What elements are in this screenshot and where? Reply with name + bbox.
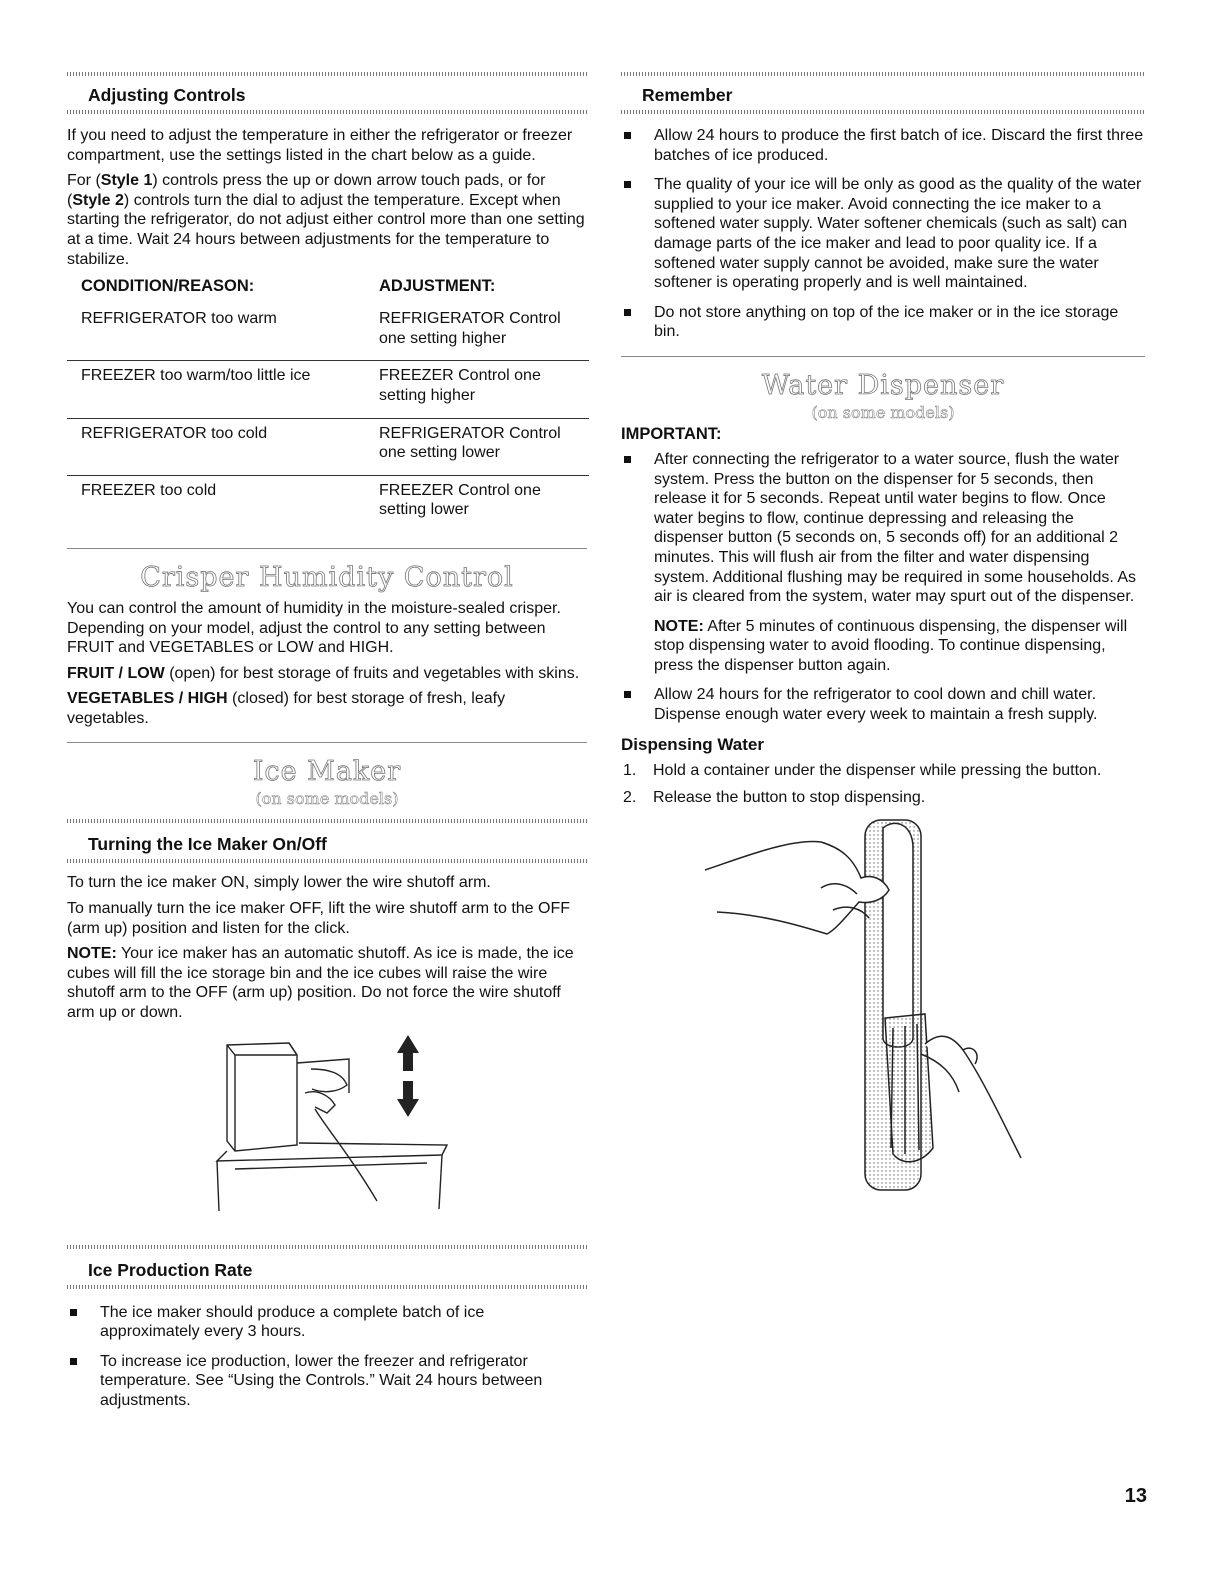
remember-list	[621, 126, 1145, 342]
ice-maker-drawing	[67, 1033, 587, 1231]
bullet-icon	[624, 132, 631, 139]
water-important-list	[621, 450, 1145, 725]
list-item: 2. Release the button to stop dispensing.	[623, 789, 926, 807]
divider	[621, 356, 1145, 357]
list-item: After connecting the refrigerator to a water source, flush the water system. Press the button on the dispenser for 5 seconds, then release it for 5 seconds. Repeat until water begins to flow. Once water begins to flow, continue depressing and releasing the dispenser button (5 seconds on, 5 seconds off) for an additional 2 minutes. This will flush air from the filter and water dispensing system. Additional flushing may be required in some households. As air is cleared from the system, water may spurt out of the dispenser. NOTE: After 5 minutes of continuous dispensing, the dispenser will stop dispensing water to avoid flooding. To continue dispensing, press the dispenser button again.	[621, 450, 1145, 676]
remember-heading: Remember	[642, 85, 733, 105]
up-down-arrows-icon	[397, 1035, 419, 1117]
table-row: FREEZER too cold FREEZER Control one setting lower	[81, 481, 541, 519]
divider	[67, 548, 587, 549]
right-column	[621, 72, 1145, 1208]
ice-production-rate-heading: Ice Production Rate	[88, 1259, 253, 1280]
crisper-fruit: FRUIT / LOW (open) for best storage of fruits and vegetables with skins.	[67, 664, 580, 682]
bullet-icon	[70, 1358, 77, 1365]
adjusting-controls-heading: Adjusting Controls	[88, 85, 246, 105]
ice-maker-subtitle: (on some models)	[255, 789, 399, 809]
water-dispenser-drawing	[621, 818, 1145, 1208]
water-note: NOTE: After 5 minutes of continuous dispensing, the dispenser will stop dispensing water to avoid flooding. To continue dispensing, press the dispenser button again.	[654, 617, 1128, 674]
ice-maker-illustration	[67, 1033, 587, 1231]
list-item: Do not store anything on top of the ice maker or in the ice storage bin.	[621, 303, 1145, 342]
important-label: IMPORTANT:	[621, 424, 722, 443]
adjustment-table	[67, 275, 589, 532]
ice-maker-onoff-heading: Turning the Ice Maker On/Off	[88, 834, 327, 855]
list-item: Allow 24 hours to produce the first batch of ice. Discard the first three batches of ice produced.	[621, 126, 1145, 165]
bullet-icon	[624, 181, 631, 188]
bullet-icon	[70, 1309, 77, 1316]
table-row: FREEZER too warm/too little ice FREEZER Control one setting higher	[67, 361, 589, 418]
dispensing-steps	[621, 761, 1145, 808]
list-item: 1. Hold a container under the dispenser while pressing the button.	[623, 761, 1102, 779]
water-dispenser-subtitle: (on some models)	[811, 402, 955, 422]
bullet-icon	[624, 309, 631, 316]
ice-maker-title: Ice Maker	[252, 756, 402, 788]
dispenser-illustration	[621, 818, 1145, 1208]
table-row: REFRIGERATOR too cold REFRIGERATOR Control one setting lower	[67, 418, 589, 475]
table-header-condition: CONDITION/REASON:	[81, 277, 255, 296]
list-item: The ice maker should produce a complete batch of ice approximately every 3 hours.	[67, 1303, 587, 1342]
ice-maker-note: NOTE: Your ice maker has an automatic shutoff. As ice is made, the ice cubes will fill the ice storage bin and the ice cubes will raise the wire shutoff arm to the OFF (arm up) position. Do not force the wire shutoff arm up or down.	[67, 945, 574, 1022]
list-item: Allow 24 hours for the refrigerator to cool down and chill water. Dispense enough water every week to maintain a fresh supply.	[621, 685, 1145, 724]
table-header-adjustment: ADJUSTMENT:	[379, 277, 496, 296]
ice-maker-off: To manually turn the ice maker OFF, lift the wire shutoff arm to the OFF (arm up) position and listen for the click.	[67, 900, 570, 937]
water-dispenser-title: Water Dispenser	[761, 369, 1005, 401]
table-row: REFRIGERATOR too warm REFRIGERATOR Control one setting higher	[67, 303, 589, 361]
page-number: 13	[1124, 1485, 1147, 1507]
crisper-title: Crisper Humidity Control	[140, 561, 514, 593]
ice-production-list	[67, 1303, 587, 1411]
crisper-intro: You can control the amount of humidity in the moisture-sealed crisper. Depending on your model, adjust the control to any setting between FRUIT and VEGETABLES or LOW and HIGH.	[67, 599, 561, 657]
divider	[67, 742, 587, 743]
bullet-icon	[624, 691, 631, 698]
adjusting-styles: For (Style 1) controls press the up or down arrow touch pads, or for (Style 2) controls turn the dial to adjust the temperature. Except when starting the refrigerator, do not adjust either control more than one setting at a time. Wait 24 hours between adjustments for the temperature to stabilize.	[67, 172, 585, 268]
bullet-icon	[624, 456, 631, 463]
crisper-vegetables: VEGETABLES / HIGH (closed) for best storage of fresh, leafy vegetables.	[67, 690, 506, 727]
list-item: To increase ice production, lower the freezer and refrigerator temperature. See “Using the Controls.” Wait 24 hours between adjustments.	[67, 1352, 587, 1411]
list-item: The quality of your ice will be only as good as the quality of the water supplied to your ice maker. Avoid connecting the ice maker to a softened water supply. Water softener chemicals (such as salt) can damage parts of the ice maker and lead to poor quality ice. If a softened water supply cannot be avoided, make sure the water softener is operating properly and is well maintained.	[621, 175, 1145, 293]
adjusting-intro: If you need to adjust the temperature in either the refrigerator or freezer compartment, use the settings listed in the chart below as a guide.	[67, 127, 573, 164]
left-column	[67, 72, 587, 1421]
dispensing-water-heading: Dispensing Water	[621, 734, 764, 754]
ice-maker-on: To turn the ice maker ON, simply lower the wire shutoff arm.	[67, 874, 491, 892]
